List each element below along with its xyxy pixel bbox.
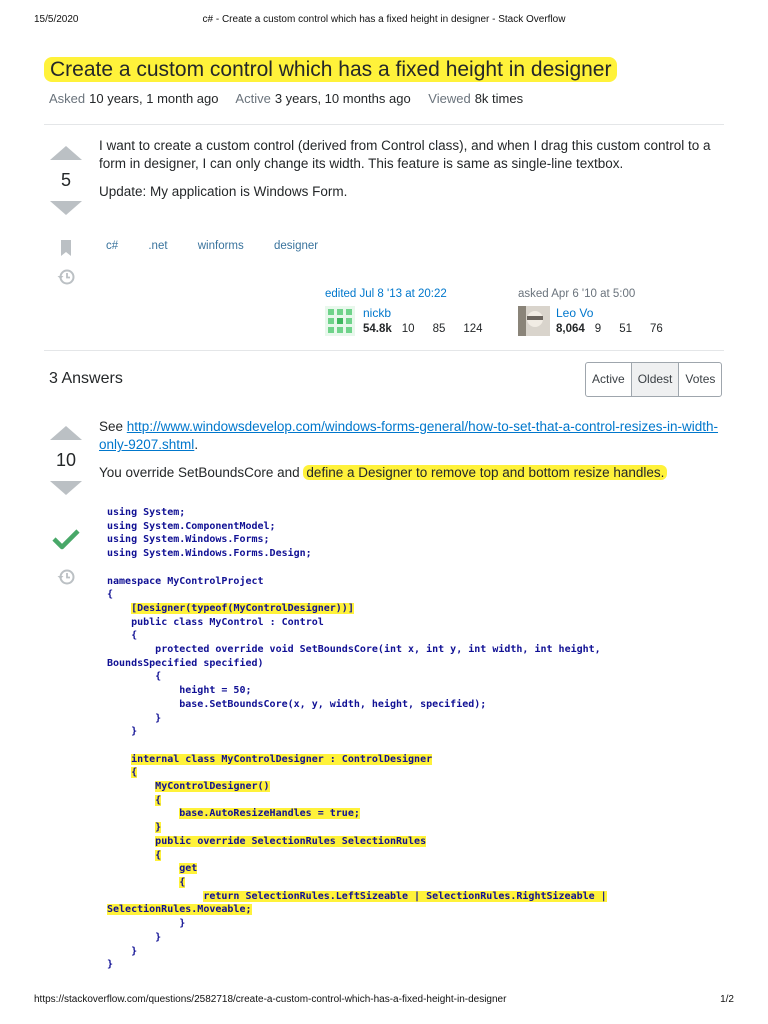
code-line: { xyxy=(131,630,138,642)
active-value[interactable]: 3 years, 10 months ago xyxy=(274,91,411,106)
code-line: { xyxy=(155,849,162,861)
tag-dotnet[interactable]: .net xyxy=(148,240,168,252)
question-body xyxy=(99,137,719,211)
sort-tab-active[interactable]: Active xyxy=(586,363,632,396)
question-score: 5 xyxy=(60,170,71,190)
code-line: { xyxy=(107,589,114,601)
asked-time: asked Apr 6 '10 at 5:00 xyxy=(518,288,636,300)
question-meta xyxy=(49,91,537,106)
code-line: base.AutoResizeHandles = true; xyxy=(179,808,360,820)
sort-tab-oldest[interactable]: Oldest xyxy=(632,363,680,396)
code-line: { xyxy=(155,794,162,806)
code-line: height = 50; xyxy=(179,685,252,697)
answer-link[interactable]: http://www.windowsdevelop.com/windows-forms-general/how-to-set-that-a-control-resizes-in-width-only-9207.shtml xyxy=(99,419,719,452)
asker-gold-badges: 9 xyxy=(594,323,602,335)
answers-count: 3 Answers xyxy=(49,370,123,387)
code-line: using System; xyxy=(107,507,186,518)
editor-avatar[interactable] xyxy=(325,306,355,336)
answer-paragraph-2 xyxy=(99,464,719,482)
code-line: } xyxy=(107,959,114,971)
question-paragraph-1: I want to create a custom control (derived from Control class), and when I drag this custom control to a form in designer, I can only change its width. This feature is same as single-line textbox. xyxy=(99,138,711,171)
bookmark-icon[interactable] xyxy=(56,238,76,258)
code-line: using System.Windows.Forms.Design; xyxy=(107,548,312,560)
print-page-title: c# - Create a custom control which has a fixed height in designer - Stack Overflow xyxy=(202,14,566,25)
editor-silver-badges: 85 xyxy=(432,323,446,335)
code-line: SelectionRules.Moveable; xyxy=(107,904,252,916)
code-line: { xyxy=(131,767,138,779)
answer-vote-cell xyxy=(48,426,84,495)
question-vote-cell xyxy=(48,146,84,215)
asker-avatar[interactable] xyxy=(518,306,550,336)
code-line: [Designer(typeof(MyControlDesigner))] xyxy=(131,602,354,614)
accepted-checkmark-icon xyxy=(52,528,80,550)
question-divider xyxy=(44,350,724,351)
edited-time[interactable]: edited Jul 8 '13 at 20:22 xyxy=(325,288,447,300)
code-line: public override SelectionRules SelectionRules xyxy=(155,835,427,847)
answer-history-icon[interactable] xyxy=(56,567,76,587)
code-line: using System.ComponentModel; xyxy=(107,520,276,532)
history-icon[interactable] xyxy=(56,267,76,287)
answer-sort-tabs xyxy=(585,362,722,397)
answer-downvote-icon[interactable] xyxy=(50,481,82,495)
tag-designer[interactable]: designer xyxy=(273,240,319,252)
asker-name[interactable]: Leo Vo xyxy=(556,306,594,320)
code-line: } xyxy=(155,931,162,943)
viewed-label: Viewed xyxy=(428,91,471,106)
editor-signature xyxy=(325,288,483,335)
answer-see-text: See xyxy=(99,419,124,434)
downvote-icon[interactable] xyxy=(50,201,82,215)
code-line: internal class MyControlDesigner : ControlDesigner xyxy=(131,753,433,765)
answer-period: . xyxy=(194,437,199,452)
print-url: https://stackoverflow.com/questions/2582718/create-a-custom-control-which-has-a-fixed-height-in-designer xyxy=(34,994,507,1005)
editor-gold-badges: 10 xyxy=(401,323,415,335)
code-line: namespace MyControlProject xyxy=(107,575,264,587)
code-line: } xyxy=(155,712,162,724)
asker-silver-badges: 51 xyxy=(619,323,632,335)
tag-csharp[interactable]: c# xyxy=(106,240,119,252)
asked-label: Asked xyxy=(49,91,86,106)
question-title-text[interactable]: Create a custom control which has a fixed height in designer xyxy=(44,57,617,82)
answer-score: 10 xyxy=(55,450,77,470)
code-line: { xyxy=(155,671,162,683)
tag-winforms[interactable]: winforms xyxy=(197,240,244,252)
answer-body xyxy=(99,418,719,492)
viewed-value: 8k times xyxy=(474,91,524,106)
upvote-icon[interactable] xyxy=(50,146,82,160)
code-line: return SelectionRules.LeftSizeable | SelectionRules.RightSizeable | xyxy=(203,890,607,902)
code-line: get xyxy=(179,863,198,875)
print-page-number: 1/2 xyxy=(720,994,734,1005)
code-line: using System.Windows.Forms; xyxy=(107,534,270,546)
question-tags xyxy=(106,240,345,252)
question-paragraph-2: Update: My application is Windows Form. xyxy=(99,184,348,199)
code-line: protected override void SetBoundsCore(int x, int y, int width, int height, xyxy=(155,644,601,656)
asked-value: 10 years, 1 month ago xyxy=(89,91,219,106)
code-line: public class MyControl : Control xyxy=(131,616,324,628)
header-divider xyxy=(44,124,724,125)
question-title[interactable] xyxy=(44,58,617,82)
asker-reputation: 8,064 xyxy=(556,323,585,335)
sort-tab-votes[interactable]: Votes xyxy=(685,372,716,386)
editor-reputation: 54.8k xyxy=(363,323,392,335)
active-label: Active xyxy=(235,91,271,106)
answer-paragraph-1 xyxy=(99,418,719,454)
code-line: } xyxy=(131,945,138,957)
editor-name[interactable]: nickb xyxy=(363,306,392,320)
answer-highlight: define a Designer to remove top and bottom resize handles. xyxy=(303,465,667,480)
asker-bronze-badges: 76 xyxy=(649,323,663,335)
code-line: BoundsSpecified specified) xyxy=(107,657,264,669)
code-line: } xyxy=(155,822,162,834)
print-date: 15/5/2020 xyxy=(34,14,79,25)
answer-upvote-icon[interactable] xyxy=(50,426,82,440)
code-line: } xyxy=(131,726,138,738)
code-line: base.SetBoundsCore(x, y, width, height, specified); xyxy=(179,698,487,710)
asker-details xyxy=(556,306,681,335)
asker-signature xyxy=(518,288,663,335)
code-line: MyControlDesigner() xyxy=(155,781,270,793)
editor-bronze-badges: 124 xyxy=(463,323,483,335)
code-block xyxy=(107,506,607,972)
code-line: { xyxy=(179,876,186,888)
editor-details xyxy=(363,306,501,335)
answer-text-a: You override SetBoundsCore and xyxy=(99,465,300,480)
code-line: } xyxy=(179,918,186,930)
